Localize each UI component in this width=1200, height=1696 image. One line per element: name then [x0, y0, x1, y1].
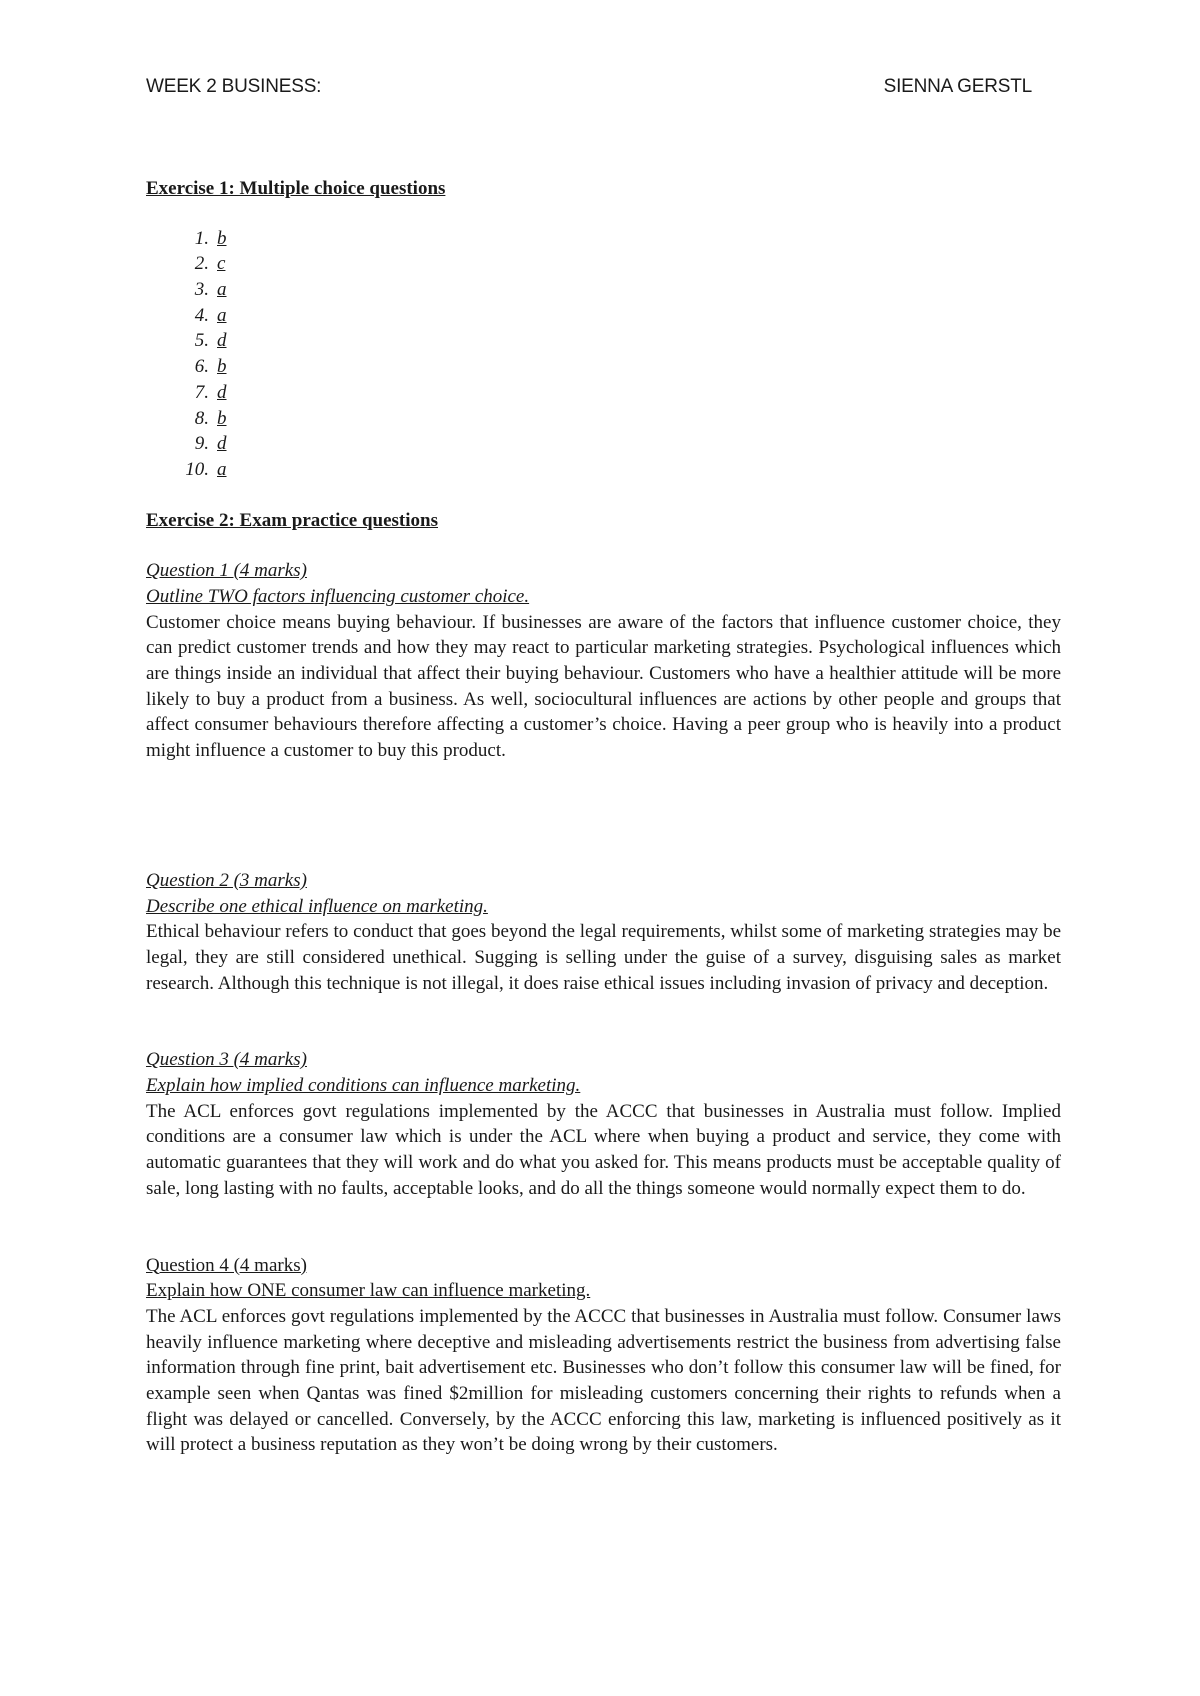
list-item — [146, 277, 1061, 303]
answer-number: 5. — [194, 330, 209, 352]
question-2-prompt: Describe one ethical influence on marketing. — [146, 895, 488, 917]
answer-letter: b — [217, 356, 227, 378]
answer-letter: c — [217, 253, 226, 275]
exercise1-heading: Exercise 1: Multiple choice questions — [146, 178, 446, 199]
header-title: WEEK 2 BUSINESS: — [146, 76, 322, 97]
multiple-choice-answer-list — [146, 226, 1061, 483]
answer-number: 3. — [194, 279, 209, 301]
answer-number: 9. — [194, 433, 209, 455]
list-item — [146, 431, 1061, 457]
list-item — [146, 457, 1061, 483]
document-body — [146, 176, 1061, 1458]
question-4-answer: The ACL enforces govt regulations implemented by the ACCC that businesses in Australia must follow. Consumer laws heavily influence marketing where deceptive and misleading advertisements restrict the business from advertising false information through fine print, bait advertisement etc. Businesses who don’t follow this consumer law will be fined, for example seen when Qantas was fined $2million for misleading customers concerning their rights to refunds when a flight was delayed or cancelled. Conversely, by the ACCC enforcing this law, marketing is influenced positively as it will protect a business reputation as they won’t be doing wrong by their customers. — [146, 1305, 1061, 1456]
answer-letter: b — [217, 407, 227, 429]
answer-letter: d — [217, 433, 227, 455]
exercise2-heading: Exercise 2: Exam practice questions — [146, 509, 438, 531]
question-1 — [146, 558, 1061, 764]
question-3-title: Question 3 (4 marks) — [146, 1049, 307, 1071]
question-3-prompt: Explain how implied conditions can influence marketing. — [146, 1075, 581, 1097]
list-item — [146, 380, 1061, 406]
list-item — [146, 328, 1061, 354]
answer-letter: d — [217, 330, 227, 352]
answer-number: 4. — [194, 304, 209, 326]
answer-number: 8. — [194, 407, 209, 429]
answer-number: 1. — [194, 227, 209, 249]
list-item — [146, 251, 1061, 277]
answer-letter: b — [217, 227, 227, 249]
answer-number: 2. — [194, 253, 209, 275]
question-2-title: Question 2 (3 marks) — [146, 869, 307, 891]
question-4 — [146, 1253, 1061, 1459]
answer-letter: a — [217, 458, 227, 480]
answer-letter: d — [217, 381, 227, 403]
question-2 — [146, 868, 1061, 996]
answer-number: 7. — [194, 381, 209, 403]
question-4-title: Question 4 (4 marks) — [146, 1254, 307, 1276]
question-3-answer: The ACL enforces govt regulations implemented by the ACCC that businesses in Australia must follow. Implied conditions are a consumer law which is under the ACL where when buying a product and service, they come with automatic guarantees that they will work and do what you asked for. This means products must be acceptable quality of sale, long lasting with no faults, acceptable looks, and do all the things someone would normally expect them to do. — [146, 1100, 1061, 1199]
answer-number: 10. — [185, 458, 209, 480]
question-1-prompt: Outline TWO factors influencing customer choice. — [146, 585, 530, 607]
question-4-prompt: Explain how ONE consumer law can influence marketing. — [146, 1280, 591, 1302]
answer-letter: a — [217, 304, 227, 326]
list-item — [146, 226, 1061, 252]
question-2-answer: Ethical behaviour refers to conduct that goes beyond the legal requirements, whilst some of marketing strategies may be legal, they are still considered unethical. Sugging is selling under the guise of a survey, disguising sales as market research. Although this technique is not illegal, it does raise ethical issues including invasion of privacy and deception. — [146, 921, 1061, 994]
list-item — [146, 303, 1061, 329]
question-1-title: Question 1 (4 marks) — [146, 560, 307, 582]
list-item — [146, 354, 1061, 380]
header-author: SIENNA GERSTL — [883, 76, 1032, 97]
question-1-answer: Customer choice means buying behaviour. If businesses are aware of the factors that influence customer choice, they can predict customer trends and how they may react to particular marketing strategies. Psychological influences which are things inside an individual that affect their buying behaviour. Customers who have a healthier attitude will be more likely to buy a product from a business. As well, sociocultural influences are actions by other people and groups that affect consumer behaviours therefore affecting a customer’s choice. Having a peer group who is heavily into a product might influence a customer to buy this product. — [146, 611, 1061, 762]
answer-number: 6. — [194, 356, 209, 378]
question-3 — [146, 1047, 1061, 1201]
list-item — [146, 406, 1061, 432]
answer-letter: a — [217, 279, 227, 301]
